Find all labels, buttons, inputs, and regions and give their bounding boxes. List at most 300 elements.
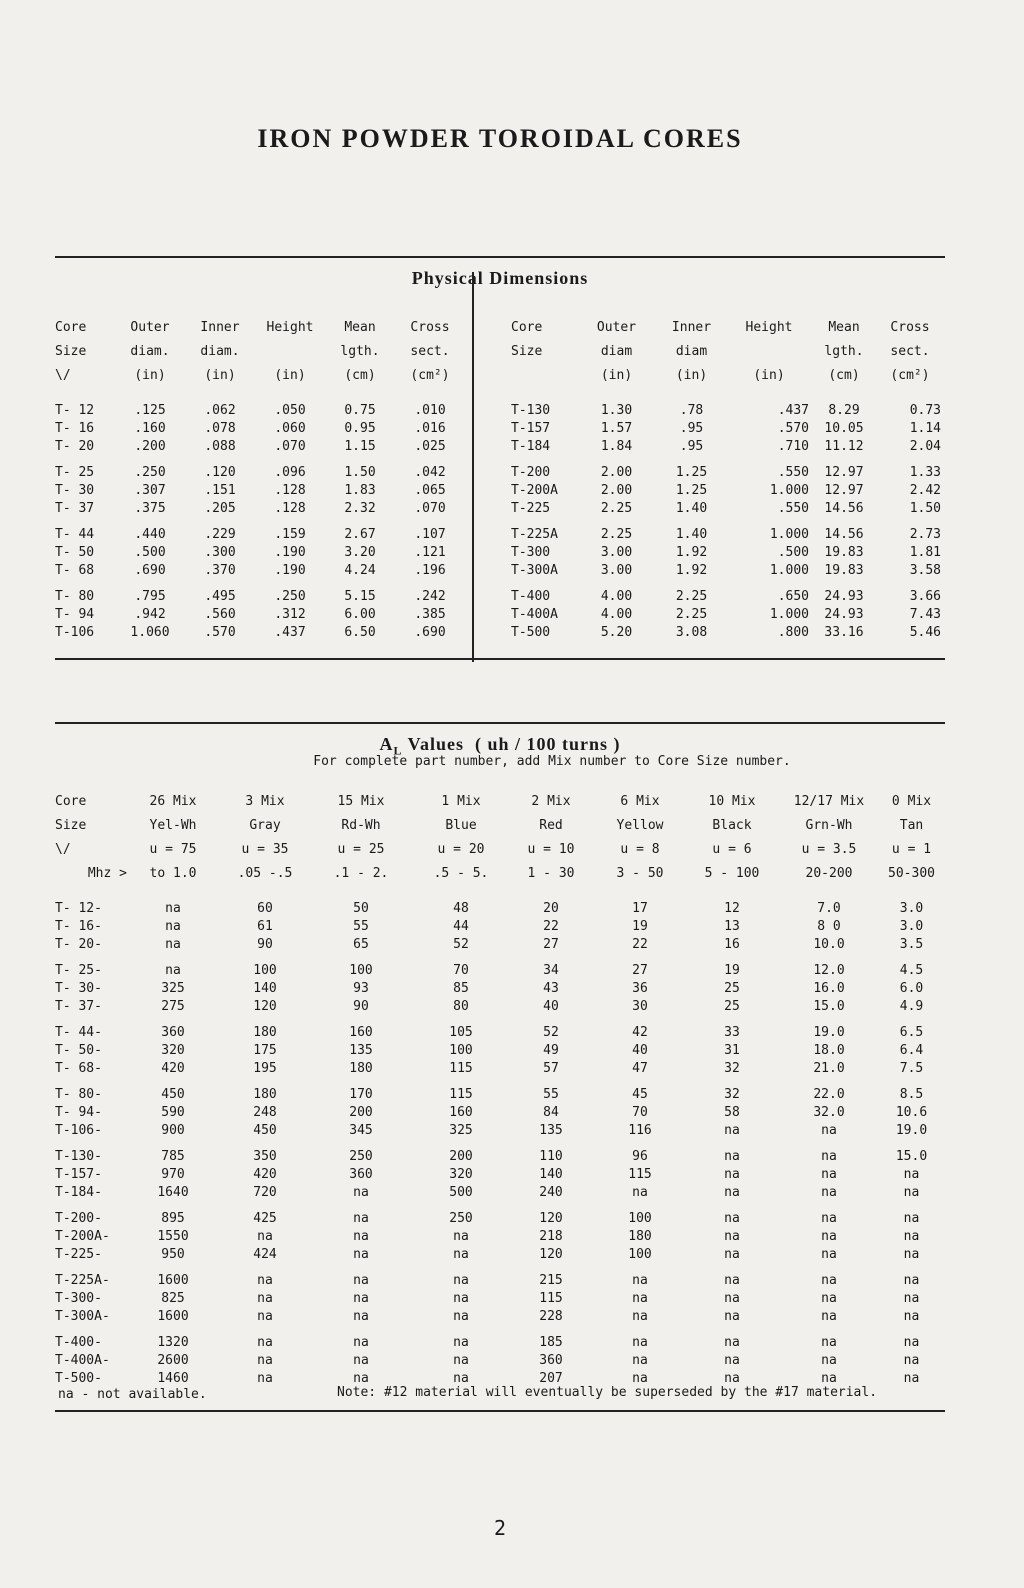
al-table-cell: 22 <box>632 937 648 952</box>
al-table-cell: 360 <box>161 1025 185 1040</box>
al-column-header: u = 8 <box>620 842 660 857</box>
al-table-cell: T- 50- <box>55 1043 102 1058</box>
al-table-cell: 10.0 <box>813 937 845 952</box>
physical-left-table-row <box>55 482 465 500</box>
physical-right-header-row <box>511 340 941 364</box>
al-table-cell: 350 <box>253 1149 277 1164</box>
al-table-cell: 115 <box>449 1087 473 1102</box>
physical-left-header-row <box>55 364 465 388</box>
al-table-cell: 18.0 <box>813 1043 845 1058</box>
physical-right-table-cell: T-200 <box>511 465 551 480</box>
al-table-cell: 180 <box>253 1087 277 1102</box>
physical-table-right <box>511 316 941 642</box>
al-table-cell: 950 <box>161 1247 185 1262</box>
physical-left-table-cell: 6.00 <box>344 607 376 622</box>
physical-right-column-header: (cm²) <box>890 368 930 383</box>
al-column-header: Mhz > <box>87 866 127 881</box>
physical-left-table-cell: 6.50 <box>344 625 376 640</box>
physical-right-table-cell: .95 <box>679 421 704 436</box>
al-table-cell: 36 <box>632 981 648 996</box>
physical-left-table-row <box>55 464 465 482</box>
al-table-cell: T- 68- <box>55 1061 102 1076</box>
physical-right-column-header: Height <box>745 320 793 335</box>
al-header-row <box>55 814 940 838</box>
physical-left-table-row <box>55 500 465 518</box>
al-table-row <box>55 1228 940 1246</box>
al-table-cell: na <box>724 1335 740 1350</box>
physical-left-column-header: diam. <box>130 344 170 359</box>
al-table-cell: na <box>453 1273 469 1288</box>
al-table-cell: na <box>353 1291 369 1306</box>
al-table-cell: na <box>453 1247 469 1262</box>
physical-left-table-cell: .196 <box>414 563 446 578</box>
al-table-cell: na <box>257 1371 273 1386</box>
al-table-cell: T-157- <box>55 1167 102 1182</box>
al-column-header: Grn-Wh <box>805 818 853 833</box>
physical-left-table-cell: .250 <box>274 589 306 604</box>
al-column-header: u = 10 <box>527 842 575 857</box>
al-table-row <box>55 1104 940 1122</box>
al-table-cell: na <box>165 919 181 934</box>
al-table-cell: 90 <box>257 937 273 952</box>
al-table-row <box>55 1308 940 1326</box>
physical-left-column-header: (in) <box>204 368 236 383</box>
al-table-cell: na <box>821 1123 837 1138</box>
physical-left-table-cell: T- 20 <box>55 439 95 454</box>
physical-left-table-cell: .495 <box>204 589 236 604</box>
physical-right-table-row <box>511 500 941 518</box>
physical-right-table-cell: 19.83 <box>824 563 864 578</box>
al-table-cell: T- 25- <box>55 963 102 978</box>
physical-left-table-cell: .042 <box>414 465 446 480</box>
physical-right-table-cell: 1.81 <box>909 545 941 560</box>
al-table-cell: na <box>257 1291 273 1306</box>
physical-left-table-cell: T- 94 <box>55 607 95 622</box>
al-table-cell: na <box>903 1353 920 1368</box>
al-table-cell: 7.5 <box>899 1061 924 1076</box>
al-table-cell: na <box>821 1247 837 1262</box>
physical-right-column-header: lgth. <box>824 344 864 359</box>
physical-left-table-cell: 0.95 <box>344 421 376 436</box>
al-table-cell: 13 <box>724 919 740 934</box>
al-table-cell: 58 <box>724 1105 740 1120</box>
al-table-row <box>55 1122 940 1140</box>
al-table-cell: 228 <box>539 1309 563 1324</box>
al-table-cell: 105 <box>449 1025 473 1040</box>
physical-right-table-cell: 1.57 <box>600 421 633 436</box>
al-table-cell: na <box>724 1149 740 1164</box>
physical-left-table-cell: .437 <box>274 625 306 640</box>
al-table-cell: 215 <box>539 1273 563 1288</box>
physical-left-table-cell: .250 <box>134 465 166 480</box>
physical-right-table-cell: .800 <box>777 625 809 640</box>
physical-left-table-row <box>55 606 465 624</box>
al-table-cell: na <box>165 937 181 952</box>
al-table-cell: 12.0 <box>813 963 845 978</box>
physical-left-table-cell: .016 <box>414 421 446 436</box>
physical-right-table-cell: T-225A <box>511 527 558 542</box>
physical-left-table-cell: 1.83 <box>344 483 376 498</box>
al-table-cell: 200 <box>449 1149 473 1164</box>
al-table-cell: na <box>724 1291 740 1306</box>
physical-right-table-cell: T-500 <box>511 625 551 640</box>
physical-right-table-cell: 1.000 <box>769 483 809 498</box>
physical-left-table-cell: .025 <box>414 439 446 454</box>
al-table-cell: 22.0 <box>813 1087 845 1102</box>
footnote-note: Note: #12 material will eventually be superseded by the #17 material. <box>337 1385 878 1400</box>
al-table-cell: T-400A- <box>55 1353 110 1368</box>
physical-left-table-cell: .159 <box>274 527 306 542</box>
al-table-cell: 27 <box>632 963 648 978</box>
al-column-header: 1 Mix <box>441 794 481 809</box>
physical-left-table-cell: .120 <box>204 465 236 480</box>
al-table-cell: T- 94- <box>55 1105 102 1120</box>
al-table-cell: na <box>903 1335 920 1350</box>
physical-right-column-header: (in) <box>675 368 708 383</box>
physical-right-table-cell: 14.56 <box>824 527 864 542</box>
al-table-cell: na <box>903 1273 920 1288</box>
physical-right-table-cell: 2.42 <box>909 483 941 498</box>
al-table-cell: 6.0 <box>899 981 924 996</box>
physical-right-table-cell: T-400 <box>511 589 551 604</box>
al-table-cell: 160 <box>349 1025 373 1040</box>
physical-right-column-header: diam <box>600 344 633 359</box>
physical-right-table-cell: 1.40 <box>675 527 708 542</box>
physical-left-column-header: Height <box>266 320 314 335</box>
physical-left-table-cell: .300 <box>204 545 236 560</box>
physical-left-table-cell: .088 <box>204 439 236 454</box>
al-table-cell: 180 <box>253 1025 277 1040</box>
physical-left-column-header: sect. <box>410 344 450 359</box>
al-header-row <box>55 790 940 814</box>
al-column-header: 0 Mix <box>891 794 932 809</box>
al-table-cell: na <box>724 1185 740 1200</box>
al-table-cell: 320 <box>161 1043 185 1058</box>
physical-right-table-row <box>511 624 941 642</box>
al-table-cell: 70 <box>453 963 469 978</box>
physical-left-table-cell: 0.75 <box>344 403 376 418</box>
physical-right-table-cell: .500 <box>777 545 809 560</box>
physical-left-column-header: lgth. <box>340 344 380 359</box>
physical-left-table-cell: T- 68 <box>55 563 95 578</box>
al-table-cell: 32.0 <box>813 1105 845 1120</box>
al-table-cell: 115 <box>628 1167 652 1182</box>
physical-right-table-row <box>511 464 941 482</box>
al-table-cell: 22 <box>543 919 559 934</box>
physical-left-table-cell: .125 <box>134 403 166 418</box>
physical-right-table-cell: .650 <box>777 589 809 604</box>
al-table-cell: 16.0 <box>813 981 845 996</box>
physical-left-column-header: Outer <box>130 320 170 335</box>
al-column-header: \/ <box>55 842 71 857</box>
al-table-cell: T- 20- <box>55 937 102 952</box>
physical-right-table-row <box>511 562 941 580</box>
al-table-cell: na <box>632 1309 648 1324</box>
al-table-cell: T-200A- <box>55 1229 110 1244</box>
physical-left-table-cell: .010 <box>414 403 446 418</box>
physical-right-table-row <box>511 544 941 562</box>
physical-right-column-header: (in) <box>753 368 785 383</box>
al-table-cell: T-184- <box>55 1185 102 1200</box>
al-table-cell: 895 <box>161 1211 185 1226</box>
physical-right-table-cell: 1.000 <box>769 563 809 578</box>
al-table-cell: 61 <box>257 919 273 934</box>
al-column-header: u = 75 <box>149 842 197 857</box>
al-table-cell: 1460 <box>157 1371 189 1386</box>
al-table-cell: 49 <box>543 1043 559 1058</box>
physical-right-table-cell: 11.12 <box>824 439 864 454</box>
al-table-cell: na <box>353 1185 369 1200</box>
al-table-cell: T-225- <box>55 1247 102 1262</box>
al-table-cell: T-130- <box>55 1149 102 1164</box>
al-table-cell: 16 <box>724 937 740 952</box>
al-table-cell: 52 <box>453 937 469 952</box>
al-table-cell: T-225A- <box>55 1273 110 1288</box>
al-table-cell: na <box>821 1309 837 1324</box>
physical-left-table-cell: .570 <box>204 625 236 640</box>
physical-right-table-cell: 2.25 <box>675 589 708 604</box>
al-column-header: Red <box>539 818 563 833</box>
physical-right-table-cell: 0.73 <box>909 403 941 418</box>
physical-left-table-cell: .690 <box>414 625 446 640</box>
physical-right-column-header: Size <box>511 344 543 359</box>
physical-right-table-cell: 24.93 <box>824 589 864 604</box>
al-table-cell: 40 <box>632 1043 648 1058</box>
physical-left-table-cell: 2.32 <box>344 501 376 516</box>
physical-left-table-cell: .205 <box>204 501 236 516</box>
physical-left-column-header: (cm) <box>344 368 376 383</box>
physical-left-table-cell: .128 <box>274 501 306 516</box>
physical-right-table-cell: 8.29 <box>828 403 860 418</box>
al-column-header: u = 35 <box>241 842 289 857</box>
physical-left-table-row <box>55 544 465 562</box>
physical-left-table-cell: 1.50 <box>344 465 376 480</box>
al-table-cell: na <box>353 1211 369 1226</box>
al-table-cell: na <box>724 1123 740 1138</box>
al-table-cell: 44 <box>453 919 469 934</box>
physical-table-left <box>55 316 465 642</box>
physical-right-table-cell: 1.25 <box>675 465 708 480</box>
al-table-cell: 55 <box>353 919 369 934</box>
al-table-cell: na <box>821 1371 837 1386</box>
al-table-cell: na <box>353 1229 369 1244</box>
al-table-row <box>55 1246 940 1264</box>
al-table-cell: na <box>903 1185 920 1200</box>
al-table-cell: 207 <box>539 1371 563 1386</box>
al-table-cell: 42 <box>632 1025 648 1040</box>
physical-left-table-cell: .795 <box>134 589 166 604</box>
physical-right-table-cell: 5.46 <box>909 625 941 640</box>
physical-right-table-cell: 3.08 <box>675 625 708 640</box>
al-table-cell: 47 <box>632 1061 648 1076</box>
al-table-row <box>55 1290 940 1308</box>
physical-right-table-cell: 4.00 <box>600 589 633 604</box>
physical-bottom-rule <box>55 658 945 660</box>
physical-left-table-cell: 5.15 <box>344 589 376 604</box>
al-table-cell: na <box>821 1335 837 1350</box>
physical-left-column-header: \/ <box>55 368 71 383</box>
physical-left-table-cell: .107 <box>414 527 446 542</box>
al-table-cell: T- 37- <box>55 999 102 1014</box>
al-table-cell: 15.0 <box>895 1149 928 1164</box>
al-table-cell: 120 <box>253 999 277 1014</box>
al-column-header: 10 Mix <box>708 794 756 809</box>
al-table-cell: na <box>353 1353 369 1368</box>
al-column-header: .05 -.5 <box>237 866 293 881</box>
al-top-rule <box>55 722 945 724</box>
al-table-cell: 100 <box>253 963 277 978</box>
physical-right-table-row <box>511 402 941 420</box>
al-table-cell: 96 <box>632 1149 648 1164</box>
al-column-header: .5 - 5. <box>433 866 489 881</box>
al-table-cell: 110 <box>539 1149 563 1164</box>
al-column-header: Gray <box>249 818 281 833</box>
al-table-cell: 80 <box>453 999 469 1014</box>
physical-left-table-cell: T- 37 <box>55 501 95 516</box>
physical-right-table-cell: 2.25 <box>600 527 633 542</box>
al-table-cell: 34 <box>543 963 559 978</box>
al-table-cell: 240 <box>539 1185 563 1200</box>
physical-right-column-header: Outer <box>596 320 637 335</box>
al-table-cell: T- 16- <box>55 919 102 934</box>
al-table-cell: na <box>257 1353 273 1368</box>
al-column-header: 1 - 30 <box>527 866 575 881</box>
al-column-header: 26 Mix <box>149 794 197 809</box>
physical-right-table-cell: T-400A <box>511 607 558 622</box>
physical-left-column-header: diam. <box>200 344 240 359</box>
al-heading-a: A <box>379 734 394 754</box>
al-table-cell: 21.0 <box>813 1061 845 1076</box>
al-column-header: .1 - 2. <box>333 866 389 881</box>
al-table-row <box>55 998 940 1016</box>
al-table-cell: 345 <box>349 1123 373 1138</box>
al-table-cell: 325 <box>161 981 185 996</box>
al-table-cell: 140 <box>253 981 277 996</box>
al-table-cell: 120 <box>539 1247 563 1262</box>
al-table-cell: T- 80- <box>55 1087 102 1102</box>
physical-left-table-cell: .062 <box>204 403 236 418</box>
al-table-cell: na <box>453 1309 469 1324</box>
al-table-cell: 100 <box>449 1043 473 1058</box>
al-table-cell: na <box>632 1335 648 1350</box>
al-table-cell: T-300- <box>55 1291 102 1306</box>
al-column-header: u = 6 <box>712 842 752 857</box>
al-table-row <box>55 918 940 936</box>
al-table-cell: 100 <box>349 963 373 978</box>
al-table-cell: na <box>353 1371 369 1386</box>
al-table-row <box>55 962 940 980</box>
physical-left-table-cell: T- 50 <box>55 545 95 560</box>
physical-right-column-header: Cross <box>890 320 930 335</box>
physical-left-table-cell: .190 <box>274 545 306 560</box>
physical-left-column-header: Inner <box>200 320 240 335</box>
physical-left-table-cell: T- 30 <box>55 483 95 498</box>
bottom-rule <box>55 1410 945 1412</box>
al-table-cell: 45 <box>632 1087 648 1102</box>
physical-right-table-cell: 33.16 <box>824 625 864 640</box>
al-table-cell: 25 <box>724 999 740 1014</box>
al-table-cell: na <box>903 1247 920 1262</box>
physical-left-table-cell: .160 <box>134 421 166 436</box>
al-column-header: Blue <box>445 818 477 833</box>
al-table-cell: 6.4 <box>899 1043 924 1058</box>
physical-left-column-header: Size <box>55 344 87 359</box>
physical-left-table-cell: .096 <box>274 465 306 480</box>
physical-right-column-header: (in) <box>600 368 633 383</box>
physical-left-table-cell: T- 16 <box>55 421 95 436</box>
al-table-cell: 4.9 <box>899 999 924 1014</box>
al-table-cell: 19.0 <box>813 1025 845 1040</box>
al-table-cell: na <box>453 1291 469 1306</box>
al-column-header: u = 3.5 <box>801 842 857 857</box>
physical-right-column-header: sect. <box>890 344 930 359</box>
al-table-cell: 140 <box>539 1167 563 1182</box>
physical-left-table-cell: .370 <box>204 563 236 578</box>
physical-left-column-header <box>255 340 325 364</box>
al-table-cell: 1550 <box>157 1229 189 1244</box>
physical-right-table-cell: .78 <box>679 403 704 418</box>
al-column-header: 20-200 <box>805 866 853 881</box>
al-table-cell: T-500- <box>55 1371 102 1386</box>
physical-left-table-cell: .312 <box>274 607 306 622</box>
physical-right-table-cell: 1.25 <box>675 483 708 498</box>
al-table-cell: na <box>821 1353 837 1368</box>
al-table-cell: T-200- <box>55 1211 102 1226</box>
al-table-cell: 785 <box>161 1149 185 1164</box>
al-table-cell: na <box>821 1149 837 1164</box>
al-table-cell: 57 <box>543 1061 559 1076</box>
physical-right-header-row <box>511 316 941 340</box>
al-table-cell: na <box>632 1185 648 1200</box>
al-table-cell: 425 <box>253 1211 277 1226</box>
al-table-cell: na <box>724 1309 740 1324</box>
al-column-header: Size <box>55 818 87 833</box>
al-table-cell: T- 30- <box>55 981 102 996</box>
al-table-cell: 320 <box>449 1167 473 1182</box>
al-table-cell: 1600 <box>157 1273 189 1288</box>
physical-right-header-row <box>511 364 941 388</box>
al-table-cell: 15.0 <box>813 999 845 1014</box>
physical-right-table-cell: 19.83 <box>824 545 864 560</box>
physical-right-table-cell: 2.04 <box>909 439 941 454</box>
physical-left-table-cell: .375 <box>134 501 166 516</box>
al-table-cell: na <box>903 1167 920 1182</box>
physical-left-table-row <box>55 526 465 544</box>
physical-dimensions-heading: Physical Dimensions <box>411 268 589 288</box>
physical-right-table-cell: .95 <box>679 439 704 454</box>
physical-right-table-row <box>511 526 941 544</box>
al-heading-rest: Values ( uh / 100 turns ) <box>402 734 621 754</box>
physical-right-table-cell: T-300A <box>511 563 558 578</box>
al-table-cell: na <box>724 1229 740 1244</box>
physical-right-column-header <box>729 340 809 364</box>
physical-left-table-cell: .151 <box>204 483 236 498</box>
al-table-row <box>55 1352 940 1370</box>
al-table-cell: na <box>257 1273 273 1288</box>
al-table-row <box>55 1166 940 1184</box>
al-table-cell: 135 <box>349 1043 373 1058</box>
al-column-header: Black <box>712 818 752 833</box>
al-table-cell: 120 <box>539 1211 563 1226</box>
al-table-cell: 900 <box>161 1123 185 1138</box>
al-column-header: 3 - 50 <box>616 866 664 881</box>
physical-left-table-cell: .065 <box>414 483 446 498</box>
physical-right-table-row <box>511 588 941 606</box>
al-column-header: 5 - 100 <box>704 866 760 881</box>
al-table-cell: 7.0 <box>817 901 841 916</box>
al-table-cell: na <box>353 1335 369 1350</box>
physical-right-table-cell: 2.00 <box>600 465 633 480</box>
